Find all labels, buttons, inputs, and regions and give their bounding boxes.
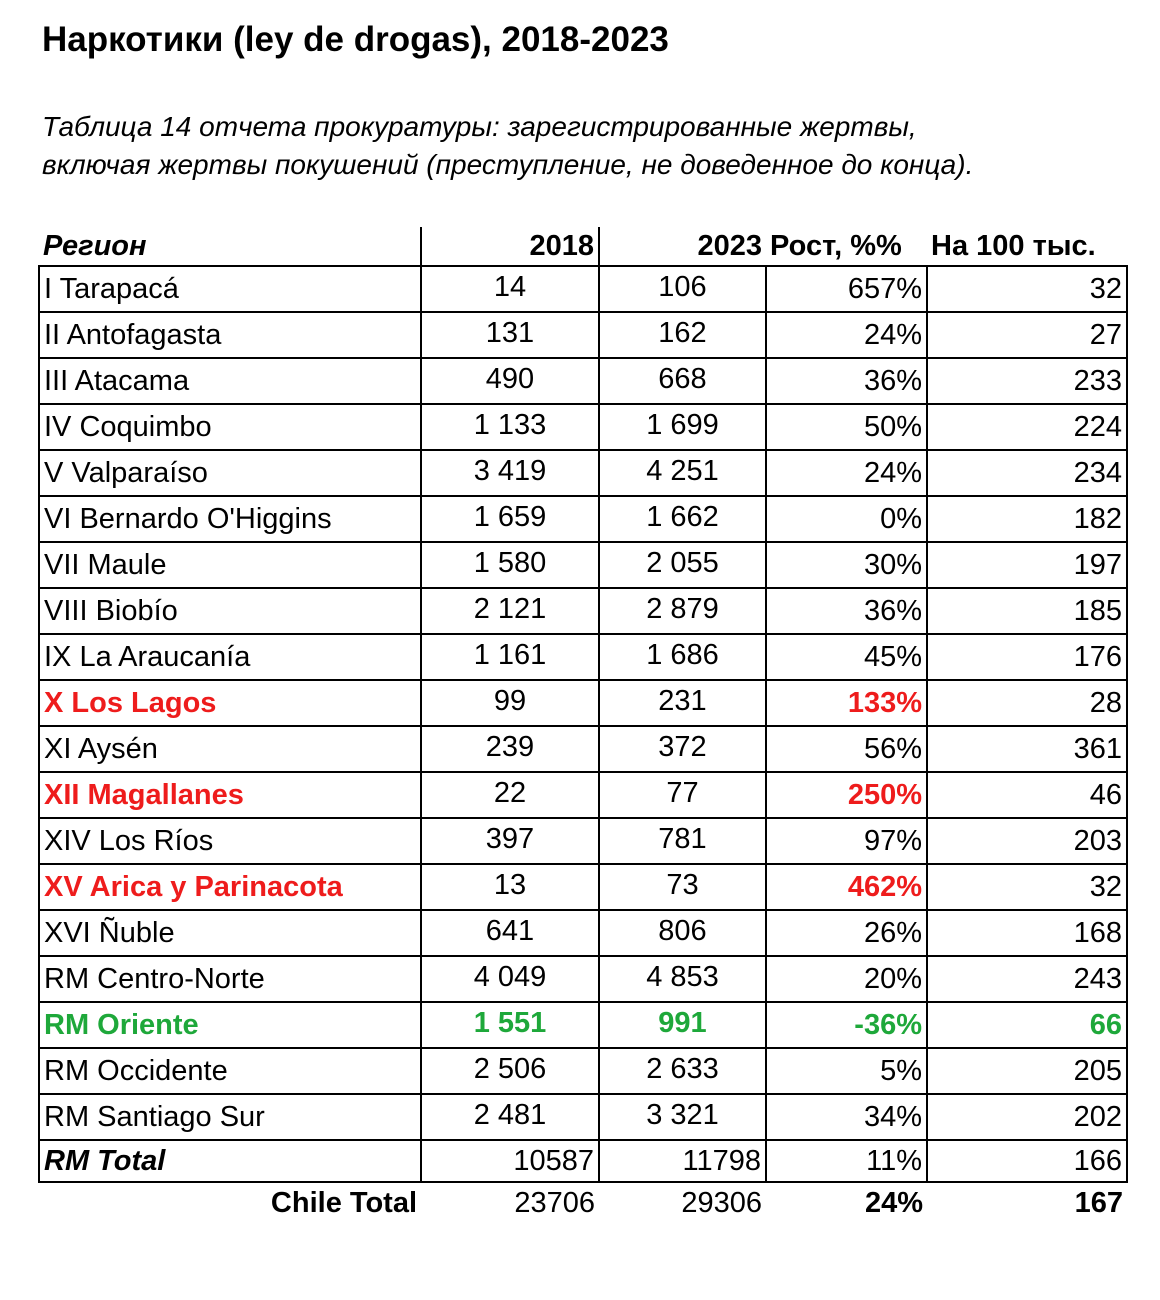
region-cell: IX La Araucanía (39, 634, 421, 680)
value-2018-cell: 2 506 (421, 1048, 599, 1094)
table-row (39, 588, 1127, 634)
value-2018-cell: 99 (421, 680, 599, 726)
region-cell: RM Total (39, 1140, 421, 1182)
region-cell: RM Centro-Norte (39, 956, 421, 1002)
table-row (39, 956, 1127, 1002)
value-2023-cell: 2 055 (599, 542, 766, 588)
growth-cell: 34% (766, 1094, 927, 1140)
growth-cell: 24% (766, 450, 927, 496)
header-2018: 2018 (421, 227, 599, 266)
value-2018-cell: 10587 (421, 1140, 599, 1182)
table-row (39, 358, 1127, 404)
per-100k-cell: 168 (927, 910, 1127, 956)
table-row (39, 680, 1127, 726)
region-cell: I Tarapacá (39, 266, 421, 312)
value-2023-cell: 668 (599, 358, 766, 404)
growth-cell: -36% (766, 1002, 927, 1048)
region-cell: XI Aysén (39, 726, 421, 772)
table-row (39, 266, 1127, 312)
table-row (39, 1002, 1127, 1048)
growth-cell: 97% (766, 818, 927, 864)
region-cell: III Atacama (39, 358, 421, 404)
value-2018-cell: 3 419 (421, 450, 599, 496)
value-2018-cell: 397 (421, 818, 599, 864)
value-2018-cell: 1 551 (421, 1002, 599, 1048)
table-row (39, 910, 1127, 956)
per-100k-cell: 46 (927, 772, 1127, 818)
per-100k-cell: 224 (927, 404, 1127, 450)
value-2018-cell: 1 161 (421, 634, 599, 680)
value-2023-cell: 4 853 (599, 956, 766, 1002)
per-100k-cell: 27 (927, 312, 1127, 358)
value-2018-cell: 490 (421, 358, 599, 404)
value-2018-cell: 13 (421, 864, 599, 910)
table-row (39, 864, 1127, 910)
value-2023-cell: 2 633 (599, 1048, 766, 1094)
header-2023: 2023 (599, 227, 766, 266)
per-100k-cell: 32 (927, 864, 1127, 910)
per-100k-cell: 166 (927, 1140, 1127, 1182)
value-2023-cell: 991 (599, 1002, 766, 1048)
per-100k-cell: 205 (927, 1048, 1127, 1094)
header-growth: Рост, %% (766, 227, 927, 266)
per-100k-cell: 176 (927, 634, 1127, 680)
table-row (39, 772, 1127, 818)
value-2023-cell: 11798 (599, 1140, 766, 1182)
region-cell: VII Maule (39, 542, 421, 588)
chile-total-row (39, 1182, 1127, 1223)
per-100k-cell: 182 (927, 496, 1127, 542)
per-100k-cell: 185 (927, 588, 1127, 634)
growth-cell: 462% (766, 864, 927, 910)
region-cell: VI Bernardo O'Higgins (39, 496, 421, 542)
rm-total-row (39, 1140, 1127, 1182)
value-2023-cell: 1 699 (599, 404, 766, 450)
page-subtitle (42, 108, 973, 184)
value-2018-cell: 22 (421, 772, 599, 818)
table-row (39, 450, 1127, 496)
value-2023-cell: 781 (599, 818, 766, 864)
per-100k-cell: 66 (927, 1002, 1127, 1048)
table-row (39, 496, 1127, 542)
per-100k-cell: 234 (927, 450, 1127, 496)
value-2018-cell: 641 (421, 910, 599, 956)
value-2018-cell: 1 133 (421, 404, 599, 450)
per-100k-cell: 243 (927, 956, 1127, 1002)
growth-cell: 24% (766, 312, 927, 358)
region-cell: IV Coquimbo (39, 404, 421, 450)
region-cell: II Antofagasta (39, 312, 421, 358)
region-cell: X Los Lagos (39, 680, 421, 726)
value-2018-cell: 239 (421, 726, 599, 772)
value-2018-cell: 131 (421, 312, 599, 358)
value-2018-cell: 1 580 (421, 542, 599, 588)
region-cell: RM Occidente (39, 1048, 421, 1094)
growth-cell: 45% (766, 634, 927, 680)
header-per-100k: На 100 тыс. (927, 227, 1127, 266)
per-100k-cell: 361 (927, 726, 1127, 772)
table-row (39, 1048, 1127, 1094)
per-100k-cell: 32 (927, 266, 1127, 312)
value-2018-cell: 1 659 (421, 496, 599, 542)
table-row (39, 726, 1127, 772)
growth-cell: 657% (766, 266, 927, 312)
value-2023-cell: 4 251 (599, 450, 766, 496)
growth-cell: 56% (766, 726, 927, 772)
growth-cell: 26% (766, 910, 927, 956)
value-2023-cell: 106 (599, 266, 766, 312)
table-row (39, 1094, 1127, 1140)
growth-cell: 250% (766, 772, 927, 818)
growth-cell: 36% (766, 588, 927, 634)
per-100k-cell: 167 (1074, 1187, 1123, 1219)
value-2023-cell: 372 (599, 726, 766, 772)
region-cell: XII Magallanes (39, 772, 421, 818)
value-2023-cell: 73 (599, 864, 766, 910)
per-100k-cell: 203 (927, 818, 1127, 864)
table-row (39, 542, 1127, 588)
region-cell: Chile Total (270, 1187, 417, 1219)
value-2023-cell: 3 321 (599, 1094, 766, 1140)
per-100k-cell: 233 (927, 358, 1127, 404)
table-row (39, 634, 1127, 680)
data-table (38, 227, 1128, 1223)
region-cell: XIV Los Ríos (39, 818, 421, 864)
region-cell: VIII Biobío (39, 588, 421, 634)
value-2023-cell: 806 (599, 910, 766, 956)
page-title: Наркотики (ley de drogas), 2018-2023 (42, 20, 669, 59)
value-2018-cell: 2 481 (421, 1094, 599, 1140)
value-2018-cell: 4 049 (421, 956, 599, 1002)
growth-cell: 133% (766, 680, 927, 726)
growth-cell: 24% (864, 1187, 923, 1219)
value-2023-cell: 2 879 (599, 588, 766, 634)
region-cell: RM Santiago Sur (39, 1094, 421, 1140)
value-2018-cell: 2 121 (421, 588, 599, 634)
region-cell: XVI Ñuble (39, 910, 421, 956)
growth-cell: 30% (766, 542, 927, 588)
table-row (39, 312, 1127, 358)
growth-cell: 50% (766, 404, 927, 450)
table-row (39, 818, 1127, 864)
value-2023-cell: 1 686 (599, 634, 766, 680)
region-cell: XV Arica y Parinacota (39, 864, 421, 910)
subtitle-line-2: включая жертвы покушений (преступление, не доведенное до конца). (42, 149, 974, 180)
subtitle-line-1: Таблица 14 отчета прокуратуры: зарегистрированные жертвы, (42, 111, 917, 142)
per-100k-cell: 197 (927, 542, 1127, 588)
table-header-row (39, 227, 1127, 266)
header-region: Регион (39, 227, 421, 266)
growth-cell: 20% (766, 956, 927, 1002)
value-2018-cell: 14 (421, 266, 599, 312)
value-2023-cell: 77 (599, 772, 766, 818)
region-cell: RM Oriente (39, 1002, 421, 1048)
growth-cell: 36% (766, 358, 927, 404)
per-100k-cell: 202 (927, 1094, 1127, 1140)
growth-cell: 5% (766, 1048, 927, 1094)
growth-cell: 0% (766, 496, 927, 542)
value-2023-cell: 231 (599, 680, 766, 726)
value-2023-cell: 1 662 (599, 496, 766, 542)
value-2018-cell: 23706 (514, 1187, 595, 1219)
value-2023-cell: 29306 (681, 1187, 762, 1219)
value-2023-cell: 162 (599, 312, 766, 358)
per-100k-cell: 28 (927, 680, 1127, 726)
growth-cell: 11% (766, 1140, 927, 1182)
table-row (39, 404, 1127, 450)
region-cell: V Valparaíso (39, 450, 421, 496)
